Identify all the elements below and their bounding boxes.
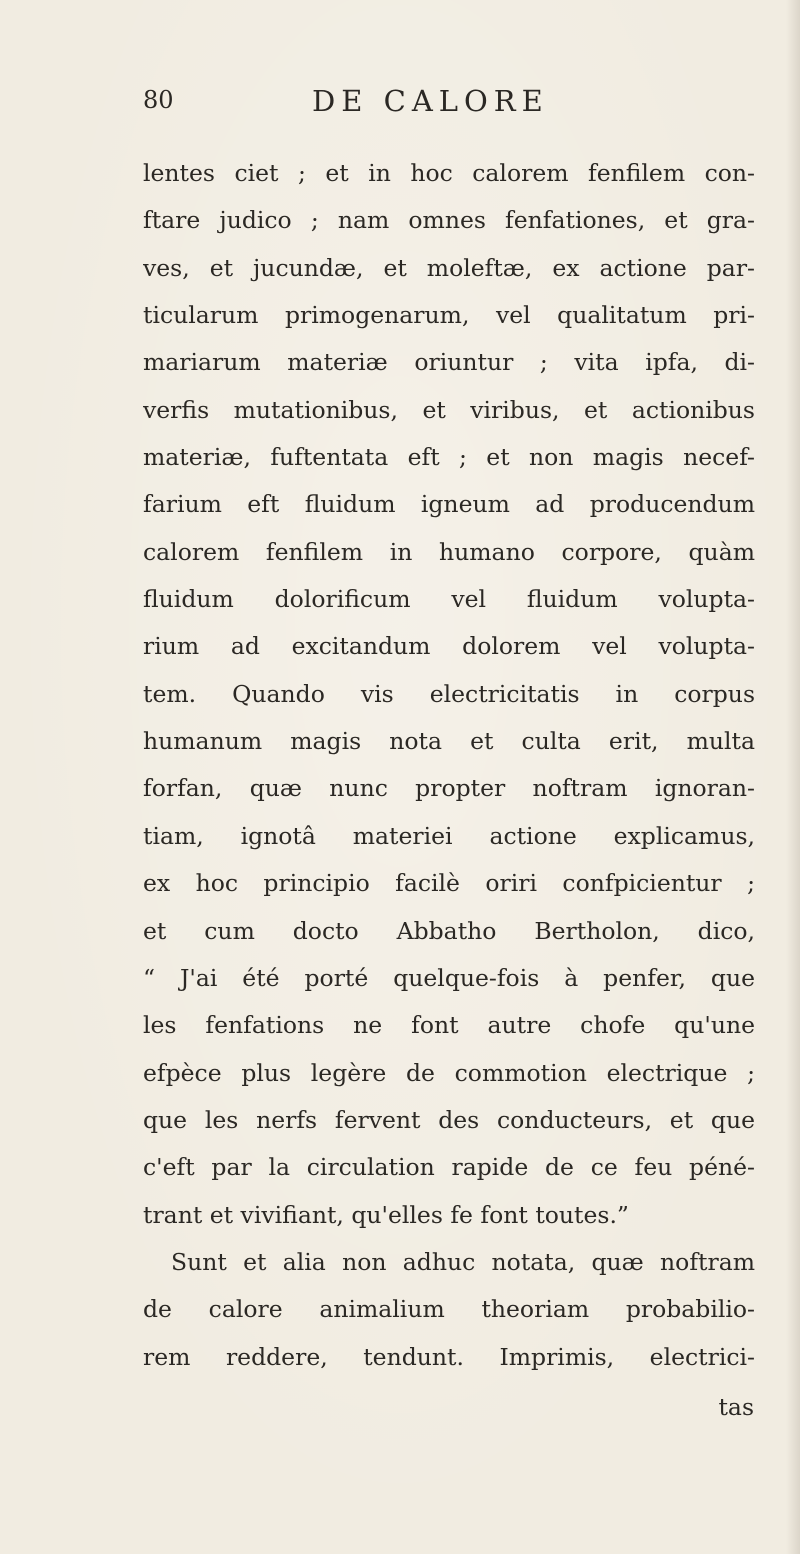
text-line: rium ad excitandum dolorem vel volupta- bbox=[143, 632, 755, 661]
running-head: DE CALORE bbox=[312, 84, 549, 118]
catchword: tas bbox=[718, 1393, 754, 1421]
text-line: forfan, quæ nunc propter noftram ignoran- bbox=[143, 774, 755, 803]
text-line: efpèce plus legère de commotion electrique ; bbox=[143, 1058, 755, 1087]
text-line: mariarum materiæ oriuntur ; vita ipfa, di- bbox=[143, 348, 755, 377]
text-line: lentes ciet ; et in hoc calorem fenfilem con- bbox=[143, 159, 755, 187]
text-line: rem reddere, tendunt. Imprimis, electrici- bbox=[143, 1342, 755, 1371]
text-line: verfis mutationibus, et viribus, et actionibus bbox=[143, 395, 755, 424]
page-number: 80 bbox=[143, 86, 174, 114]
text-line: farium eft fluidum igneum ad producendum bbox=[143, 490, 755, 519]
text-line: ex hoc principio facilè oriri confpicientur ; bbox=[143, 869, 755, 898]
text-line: materiæ, fuftentata eft ; et non magis necef- bbox=[143, 443, 755, 472]
page-edge-shadow bbox=[786, 0, 800, 1554]
text-line: calorem fenfilem in humano corpore, quàm bbox=[143, 537, 755, 566]
body-text bbox=[143, 150, 755, 1381]
text-line: ftare judico ; nam omnes fenfationes, et gra- bbox=[143, 206, 755, 235]
text-line: fluidum dolorificum vel fluidum volupta- bbox=[143, 585, 755, 614]
text-line: tem. Quando vis electricitatis in corpus bbox=[143, 679, 755, 708]
text-line: les fenfations ne font autre chofe qu'une bbox=[143, 1011, 755, 1040]
text-line: “ J'ai été porté quelque-fois à penfer, que bbox=[143, 963, 755, 992]
text-line: Sunt et alia non adhuc notata, quæ noftram bbox=[171, 1247, 755, 1276]
text-line: ves, et jucundæ, et moleftæ, ex actione par- bbox=[143, 253, 755, 282]
text-line: que les nerfs fervent des conducteurs, et que bbox=[143, 1105, 755, 1134]
text-line: tiam, ignotâ materiei actione explicamus, bbox=[143, 821, 755, 850]
text-line: ticularum primogenarum, vel qualitatum pri- bbox=[143, 301, 755, 330]
text-line: trant et vivifiant, qu'elles fe font toutes.” bbox=[143, 1200, 629, 1229]
text-line: humanum magis nota et culta erit, multa bbox=[143, 727, 755, 756]
text-line: c'eft par la circulation rapide de ce feu péné- bbox=[143, 1153, 755, 1182]
text-line: de calore animalium theoriam probabilio- bbox=[143, 1295, 755, 1324]
text-line: et cum docto Abbatho Bertholon, dico, bbox=[143, 916, 755, 945]
